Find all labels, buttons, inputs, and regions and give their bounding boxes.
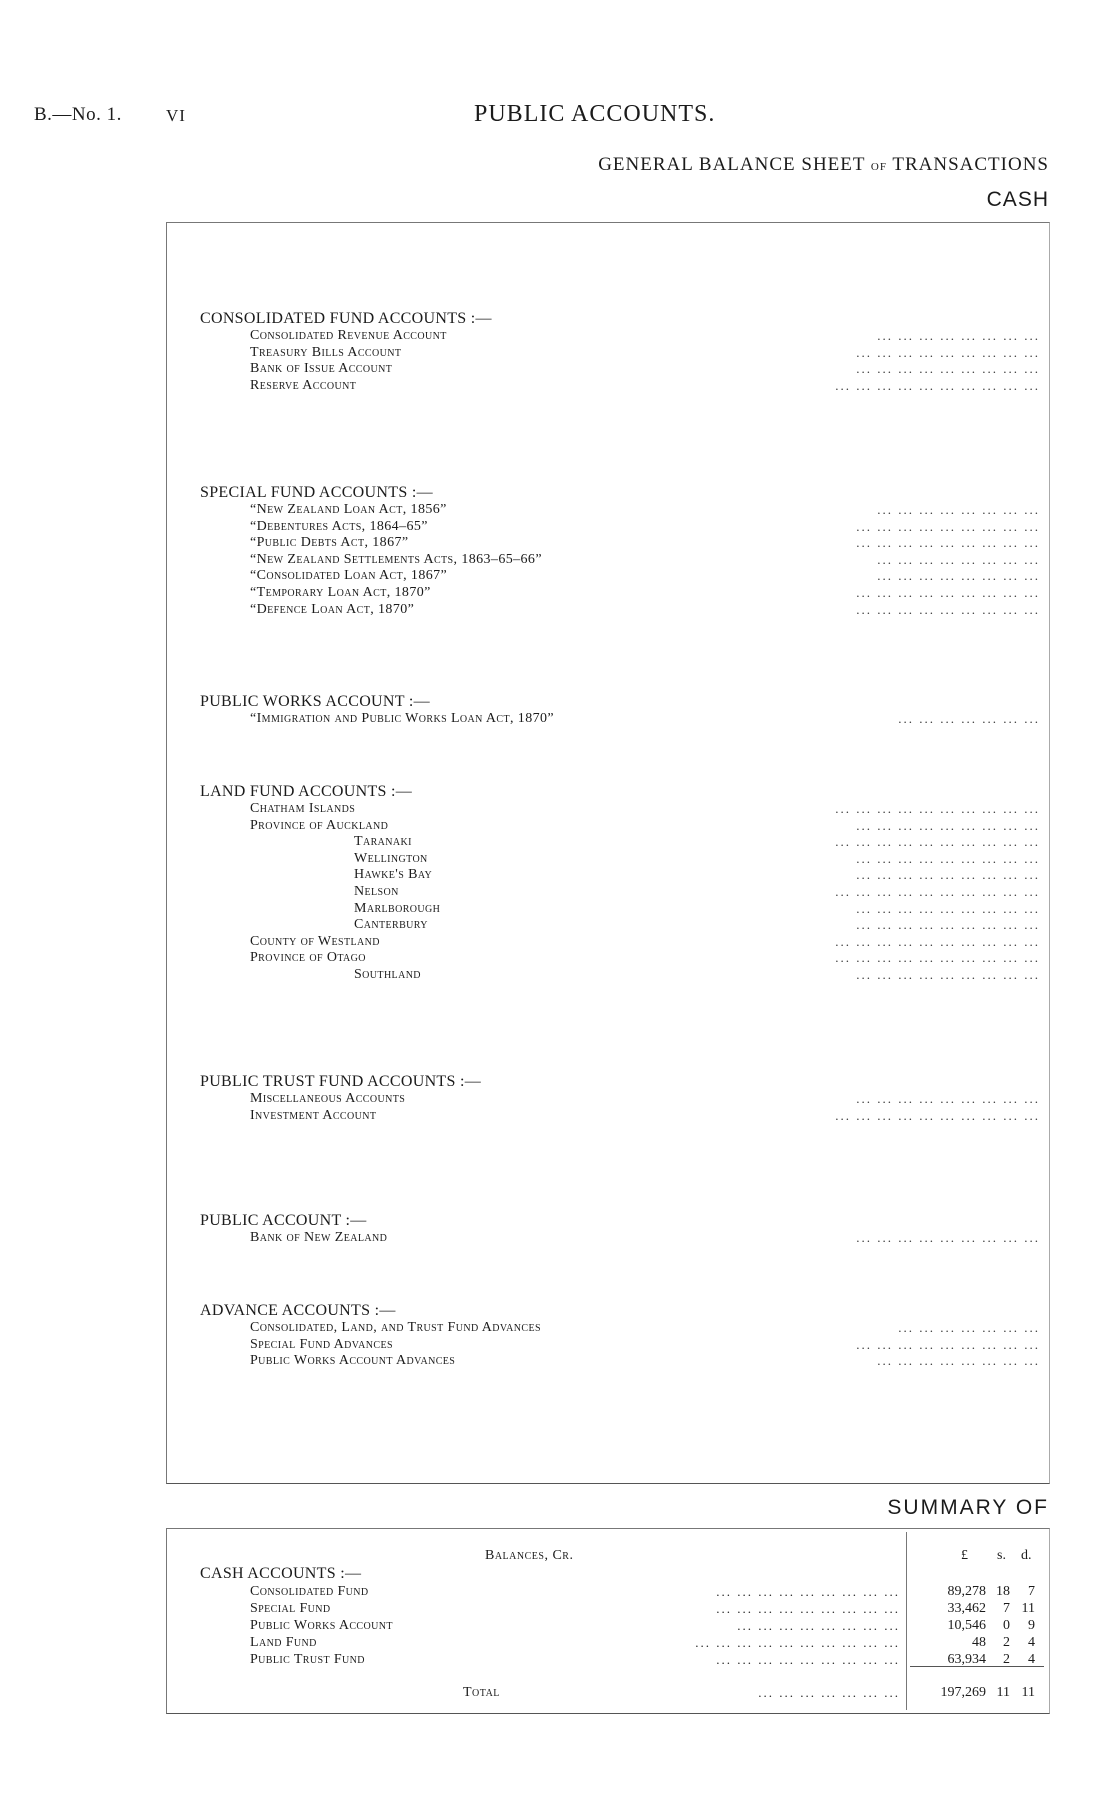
total-row: Total ... ... ... ... ... ... ... 197,269 11 11 bbox=[463, 1685, 1035, 1700]
summary-column-header: Balances, Cr. bbox=[485, 1548, 574, 1563]
list-item: County of Westland ... ... ... ... ... ... ... ... ... ... bbox=[250, 933, 1040, 949]
list-item: “New Zealand Settlements Acts, 1863–65–66” ... ... ... ... ... ... ... ... bbox=[250, 551, 1040, 567]
list-item: Public Works Account Advances ... ... ... ... ... ... ... ... bbox=[250, 1353, 1040, 1369]
list-item: “Temporary Loan Act, 1870” ... ... ... ... ... ... ... ... ... bbox=[250, 584, 1040, 600]
document-reference: B.—No. 1. bbox=[34, 104, 122, 125]
shillings-header: s. bbox=[997, 1548, 1006, 1563]
list-item: Bank of Issue Account ... ... ... ... ... ... ... ... ... bbox=[250, 361, 1040, 377]
table-row: Land Fund ... ... ... ... ... ... ... ... ... ... 48 2 4 bbox=[250, 1635, 1035, 1650]
list-item: Miscellaneous Accounts ... ... ... ... ... ... ... ... ... bbox=[250, 1091, 1040, 1106]
list-item: “Debentures Acts, 1864–65” ... ... ... ... ... ... ... ... ... bbox=[250, 518, 1040, 534]
table-row: Public Works Account ... ... ... ... ... ... ... ... 10,546 0 9 bbox=[250, 1618, 1035, 1633]
cash-heading: CASH bbox=[986, 188, 1049, 211]
list-item: Chatham Islands ... ... ... ... ... ... ... ... ... ... bbox=[250, 801, 1040, 816]
list-item: “Defence Loan Act, 1870” ... ... ... ... ... ... ... ... ... bbox=[250, 601, 1040, 617]
list-item: Consolidated, Land, and Trust Fund Advances ... ... ... ... ... ... ... bbox=[250, 1320, 1040, 1335]
section-public-works bbox=[200, 693, 1040, 728]
section-advance-accounts bbox=[200, 1302, 1040, 1370]
list-item: Special Fund Advances ... ... ... ... ... ... ... ... ... bbox=[250, 1336, 1040, 1352]
section-heading: PUBLIC ACCOUNT :— bbox=[200, 1212, 367, 1229]
page-numeral: VI bbox=[166, 106, 186, 125]
section-heading: ADVANCE ACCOUNTS :— bbox=[200, 1302, 396, 1319]
section-heading: LAND FUND ACCOUNTS :— bbox=[200, 783, 413, 800]
list-item: “Immigration and Public Works Loan Act, 1870” ... ... ... ... ... ... ... bbox=[250, 711, 1040, 726]
list-item: Wellington ... ... ... ... ... ... ... ... ... bbox=[354, 850, 1040, 866]
page-title: PUBLIC ACCOUNTS. bbox=[474, 101, 716, 127]
list-item: “New Zealand Loan Act, 1856” ... ... ... ... ... ... ... ... bbox=[250, 502, 1040, 517]
summary-title: SUMMARY OF bbox=[887, 1496, 1049, 1519]
table-row: Special Fund ... ... ... ... ... ... ... ... ... 33,462 7 11 bbox=[250, 1601, 1035, 1616]
section-public-account bbox=[200, 1212, 1040, 1247]
section-heading: CONSOLIDATED FUND ACCOUNTS :— bbox=[200, 310, 492, 327]
list-item: Southland ... ... ... ... ... ... ... ... ... bbox=[354, 966, 1040, 982]
list-item: Nelson ... ... ... ... ... ... ... ... ... ... bbox=[354, 883, 1040, 899]
list-item: Bank of New Zealand ... ... ... ... ... ... ... ... ... bbox=[250, 1230, 1040, 1245]
table-row: Public Trust Fund ... ... ... ... ... ... ... ... ... 63,934 2 4 bbox=[250, 1652, 1035, 1667]
page-subtitle bbox=[598, 154, 1049, 176]
list-item: Consolidated Revenue Account ... ... ... ... ... ... ... ... bbox=[250, 328, 1040, 343]
section-special-fund bbox=[200, 484, 1040, 618]
list-item: Investment Account ... ... ... ... ... ... ... ... ... ... bbox=[250, 1107, 1040, 1123]
list-item: Province of Auckland ... ... ... ... ... ... ... ... ... bbox=[250, 817, 1040, 833]
list-item: Reserve Account ... ... ... ... ... ... ... ... ... ... bbox=[250, 377, 1040, 393]
list-item: Marlborough ... ... ... ... ... ... ... ... ... bbox=[354, 900, 1040, 916]
list-item: Taranaki ... ... ... ... ... ... ... ... ... ... bbox=[354, 834, 1040, 850]
list-item: “Consolidated Loan Act, 1867” ... ... ... ... ... ... ... ... bbox=[250, 568, 1040, 584]
subtitle-part-1: GENERAL BALANCE SHEET bbox=[598, 154, 866, 175]
section-land-fund bbox=[200, 783, 1040, 984]
section-heading: SPECIAL FUND ACCOUNTS :— bbox=[200, 484, 433, 501]
list-item: Treasury Bills Account ... ... ... ... ... ... ... ... ... bbox=[250, 344, 1040, 360]
list-item: Canterbury ... ... ... ... ... ... ... ... ... bbox=[354, 917, 1040, 933]
pounds-header: £ bbox=[961, 1548, 968, 1563]
section-consolidated-fund bbox=[200, 310, 1040, 394]
pence-header: d. bbox=[1021, 1548, 1032, 1563]
section-heading: PUBLIC TRUST FUND ACCOUNTS :— bbox=[200, 1073, 482, 1090]
subtitle-part-2: TRANSACTIONS bbox=[892, 154, 1049, 175]
section-heading: PUBLIC WORKS ACCOUNT :— bbox=[200, 693, 430, 710]
list-item: “Public Debts Act, 1867” ... ... ... ... ... ... ... ... ... bbox=[250, 535, 1040, 551]
table-row: Consolidated Fund ... ... ... ... ... ... ... ... ... 89,278 18 7 bbox=[250, 1584, 1035, 1599]
section-public-trust-fund bbox=[200, 1073, 1040, 1124]
list-item: Hawke's Bay ... ... ... ... ... ... ... ... ... bbox=[354, 867, 1040, 883]
list-item: Province of Otago ... ... ... ... ... ... ... ... ... ... bbox=[250, 950, 1040, 966]
subtitle-of: of bbox=[870, 158, 887, 174]
summary-heading: CASH ACCOUNTS :— bbox=[200, 1565, 362, 1582]
